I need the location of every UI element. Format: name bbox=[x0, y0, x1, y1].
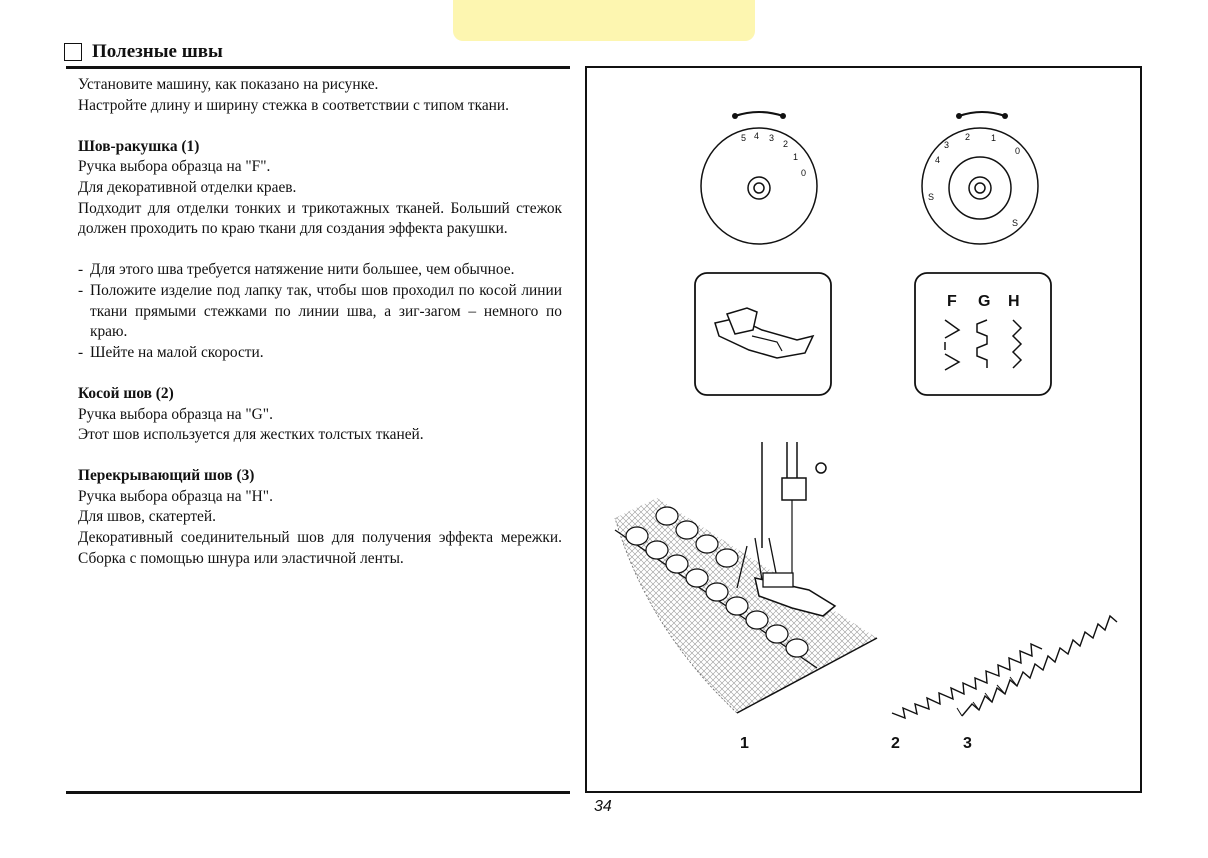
intro-line: Настройте длину и ширину стежка в соответствии с типом ткани. bbox=[78, 96, 509, 114]
stitch-length-dial bbox=[701, 112, 817, 244]
stitch1-line: Ручка выбора образца на "F". bbox=[78, 158, 271, 176]
top-rule bbox=[66, 66, 570, 69]
dial-mark: 0 bbox=[801, 168, 807, 178]
pattern-letter-g: G bbox=[978, 293, 991, 310]
dial-mark: 2 bbox=[783, 139, 789, 149]
dial-mark: 5 bbox=[741, 133, 747, 143]
section-heading bbox=[64, 40, 223, 64]
dial-mark: 2 bbox=[965, 132, 971, 142]
stitch3-line: Декоративный соединительный шов для получения эффекта мережки. Сборка с помощью шнура или эластичной ленты. bbox=[78, 529, 562, 567]
figure-label-1: 1 bbox=[740, 735, 749, 752]
body-text bbox=[78, 75, 562, 569]
figure-label-2: 2 bbox=[891, 735, 900, 752]
stitch2-heading: Косой шов (2) bbox=[78, 384, 174, 402]
figure-label-3: 3 bbox=[963, 735, 972, 752]
page-number: 34 bbox=[594, 798, 612, 815]
dial-mark: S bbox=[928, 192, 935, 202]
sewing-illustration bbox=[615, 442, 877, 713]
stitch3-line: Для швов, скатертей. bbox=[78, 508, 216, 526]
stitch-3-sample bbox=[957, 616, 1117, 716]
dial-mark: 0 bbox=[1015, 146, 1021, 156]
list-item: - Шейте на малой скорости. bbox=[78, 343, 264, 361]
intro-line: Установите машину, как показано на рисунке. bbox=[78, 76, 379, 93]
presser-foot-icon bbox=[695, 273, 831, 395]
dial-mark: S bbox=[1012, 218, 1019, 228]
pattern-letter-f: F bbox=[947, 293, 957, 310]
stitch3-line: Ручка выбора образца на "H". bbox=[78, 487, 273, 505]
stitch1-line: Для декоративной отделки краев. bbox=[78, 178, 297, 196]
stitch1-heading: Шов-ракушка (1) bbox=[78, 137, 200, 155]
dial-mark: 1 bbox=[793, 152, 799, 162]
section-title: Полезные швы bbox=[92, 41, 223, 62]
pattern-selector-icon bbox=[915, 273, 1051, 395]
dial-mark: 1 bbox=[991, 133, 997, 143]
stitch2-line: Этот шов используется для жестких толстых тканей. bbox=[78, 426, 424, 444]
header-tab bbox=[453, 0, 755, 41]
dial-mark: 4 bbox=[754, 131, 760, 141]
pattern-letter-h: H bbox=[1008, 293, 1020, 310]
stitch1-line: Подходит для отделки тонких и трикотажных тканей. Больший стежок должен проходить по краю ткани для создания эффекта ракушки. bbox=[78, 199, 562, 238]
illustration bbox=[587, 68, 1139, 790]
stitch-width-dial bbox=[922, 112, 1038, 244]
dial-mark: 4 bbox=[935, 155, 941, 165]
list-item: - Для этого шва требуется натяжение нити большее, чем обычное. bbox=[78, 261, 515, 279]
bottom-rule bbox=[66, 791, 570, 794]
dial-mark: 3 bbox=[944, 140, 950, 150]
checkbox-icon bbox=[64, 43, 82, 61]
list-item: - Положите изделие под лапку так, чтобы шов проходил по косой линии ткани прямыми стежками по линии шва, а зиг-загом – немного по краю. bbox=[78, 281, 562, 341]
stitch3-heading: Перекрывающий шов (3) bbox=[78, 467, 255, 485]
illustration-frame bbox=[585, 66, 1142, 793]
dial-mark: 3 bbox=[769, 133, 775, 143]
stitch2-line: Ручка выбора образца на "G". bbox=[78, 405, 273, 423]
